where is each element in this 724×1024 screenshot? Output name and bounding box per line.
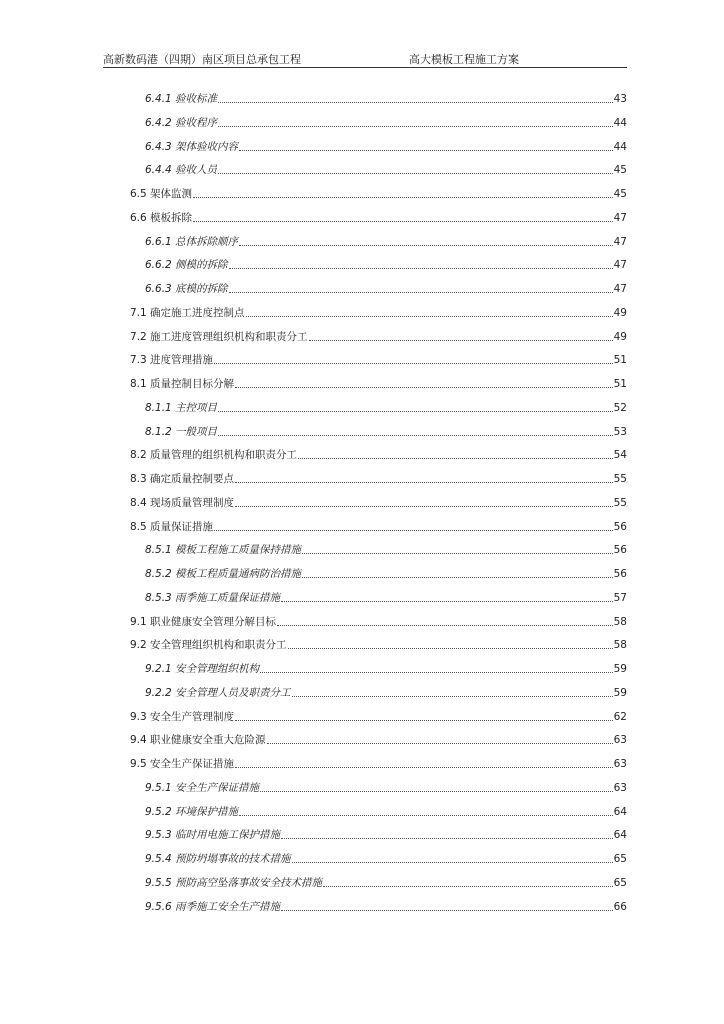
toc-entry-page-number: 54 [613,449,627,462]
toc-entry-title: 6.6.3 底模的拆除 [145,283,228,295]
toc-entry[interactable] [145,565,627,581]
toc-entry[interactable] [145,138,627,154]
toc-entry-title: 9.5.3 临时用电施工保护措施 [145,829,281,842]
toc-dot-leader [288,648,613,649]
toc-entry-page-number: 45 [613,188,627,200]
toc-entry[interactable] [130,328,627,344]
toc-entry[interactable] [145,423,627,439]
toc-entry[interactable] [145,684,627,700]
toc-dot-leader [239,815,613,816]
toc-dot-leader [193,221,613,222]
toc-dot-leader [267,743,613,744]
toc-dot-leader [218,126,613,127]
toc-dot-leader [235,387,613,388]
toc-dot-leader [260,672,613,673]
toc-entry[interactable] [130,185,627,201]
toc-entry-title: 7.1 确定施工进度控制点 [130,306,245,319]
toc-entry[interactable] [130,375,627,391]
toc-dot-leader [218,411,613,412]
toc-entry[interactable] [145,850,627,866]
toc-entry-page-number: 44 [613,116,627,129]
toc-entry-title: 8.5.2 模板工程质量通病防治措施 [145,568,302,580]
toc-entry-page-number: 56 [613,520,627,533]
toc-dot-leader [235,767,613,768]
toc-entry-page-number: 51 [613,354,627,367]
toc-dot-leader [302,577,613,578]
toc-dot-leader [281,838,613,839]
toc-entry[interactable] [130,304,627,320]
toc-entry[interactable] [130,470,627,486]
toc-entry-title: 7.3 进度管理措施 [130,354,214,367]
toc-entry-title: 9.5.1 安全生产保证措施 [145,781,260,794]
toc-entry-page-number: 65 [613,853,627,865]
toc-entry-page-number: 52 [613,401,627,414]
toc-entry-title: 9.5 安全生产保证措施 [130,758,235,770]
toc-entry[interactable] [145,161,627,177]
toc-entry-page-number: 51 [613,378,627,390]
toc-dot-leader [235,720,613,721]
toc-entry-page-number: 47 [613,259,627,272]
toc-entry-page-number: 47 [613,283,627,295]
toc-entry-title: 8.5.1 模板工程施工质量保持措施 [145,544,302,557]
toc-dot-leader [246,316,613,317]
toc-entry-page-number: 49 [613,330,627,343]
toc-dot-leader [292,696,613,697]
toc-entry-title: 8.4 现场质量管理制度 [130,496,235,509]
toc-dot-leader [323,886,613,887]
header-rule [103,67,627,68]
toc-dot-leader [218,102,613,103]
toc-entry-title: 8.2 质量管理的组织机构和职责分工 [130,449,298,462]
toc-entry[interactable] [145,589,627,605]
toc-entry[interactable] [145,874,627,890]
header-document-title: 高大模板工程施工方案 [409,53,519,66]
toc-dot-leader [218,435,613,436]
toc-entry-page-number: 56 [613,568,627,580]
toc-entry-title: 8.5.3 雨季施工质量保证措施 [145,591,281,604]
toc-entry-page-number: 63 [613,758,627,770]
toc-entry-page-number: 62 [613,710,627,723]
toc-entry[interactable] [130,209,627,225]
toc-entry-page-number: 66 [613,900,627,913]
toc-entry-title: 9.3 安全生产管理制度 [130,710,235,723]
toc-entry-title: 9.4 职业健康安全重大危险源 [130,734,266,747]
toc-entry-title: 6.6.2 侧模的拆除 [145,259,228,272]
toc-entry[interactable] [145,233,627,249]
toc-dot-leader [309,340,613,341]
toc-entry-title: 6.6 模板拆除 [130,211,193,224]
toc-dot-leader [229,268,613,269]
toc-entry-title: 6.5 架体监测 [130,188,193,200]
toc-entry-title: 6.6.1 总体拆除顺序 [145,235,239,248]
toc-entry[interactable] [145,399,627,415]
toc-entry-page-number: 65 [613,876,627,889]
toc-entry[interactable] [130,755,627,771]
toc-entry[interactable] [130,351,627,367]
toc-entry[interactable] [145,660,627,676]
toc-dot-leader [239,245,613,246]
toc-entry-title: 6.4.3 架体验收内容 [145,140,239,153]
toc-entry[interactable] [145,114,627,130]
toc-entry-page-number: 47 [613,235,627,248]
toc-entry-page-number: 58 [613,615,627,628]
toc-entry-title: 9.1 职业健康安全管理分解目标 [130,615,277,628]
toc-dot-leader [214,530,613,531]
toc-entry[interactable] [145,898,627,914]
toc-entry[interactable] [130,636,627,652]
toc-dot-leader [239,150,613,151]
toc-entry-page-number: 43 [613,93,627,105]
toc-dot-leader [277,625,613,626]
toc-entry-page-number: 55 [613,496,627,509]
toc-entry-page-number: 59 [613,686,627,699]
toc-entry-page-number: 64 [613,805,627,818]
toc-entry-title: 9.5.6 雨季施工安全生产措施 [145,900,281,913]
toc-entry-title: 9.5.2 环境保护措施 [145,805,239,818]
toc-entry-page-number: 44 [613,140,627,153]
toc-entry-title: 9.5.5 预防高空坠落事故安全技术措施 [145,876,323,889]
toc-dot-leader [235,482,613,483]
toc-entry-page-number: 63 [613,734,627,747]
toc-entry-title: 8.5 质量保证措施 [130,520,214,533]
toc-entry[interactable] [130,446,627,462]
toc-entry-title: 8.1.1 主控项目 [145,401,218,414]
toc-dot-leader [235,506,613,507]
toc-entry-title: 9.5.4 预防坍塌事故的技术措施 [145,853,291,865]
toc-entry-page-number: 47 [613,211,627,224]
toc-entry[interactable] [130,731,627,747]
header-project-name: 高新数码港（四期）南区项目总承包工程 [103,53,301,66]
toc-entry-title: 8.3 确定质量控制要点 [130,473,235,485]
toc-dot-leader [260,791,613,792]
toc-entry[interactable] [130,494,627,510]
toc-dot-leader [298,458,613,459]
toc-dot-leader [214,363,613,364]
toc-entry-page-number: 64 [613,829,627,842]
toc-entry-title: 7.2 施工进度管理组织机构和职责分工 [130,330,308,343]
toc-entry-page-number: 63 [613,781,627,794]
toc-entry-title: 9.2 安全管理组织机构和职责分工 [130,639,287,652]
toc-entry-page-number: 58 [613,639,627,652]
toc-entry-page-number: 49 [613,306,627,319]
toc-dot-leader [302,553,613,554]
toc-entry-title: 6.4.1 验收标准 [145,93,218,105]
toc-entry-page-number: 55 [613,473,627,485]
toc-entry[interactable] [145,779,627,795]
toc-dot-leader [229,292,613,293]
page-header [103,53,627,68]
toc-entry[interactable] [130,518,627,534]
toc-entry-title: 6.4.4 验收人员 [145,164,218,177]
toc-entry-page-number: 57 [613,591,627,604]
toc-entry[interactable] [145,826,627,842]
toc-entry-page-number: 53 [613,425,627,438]
toc-entry-title: 9.2.1 安全管理组织机构 [145,663,260,675]
toc-entry-title: 6.4.2 验收程序 [145,116,218,129]
toc-entry-page-number: 56 [613,544,627,557]
toc-dot-leader [218,173,613,174]
toc-entry[interactable] [145,90,627,106]
toc-entry-title: 9.2.2 安全管理人员及职责分工 [145,686,291,699]
toc-entry[interactable] [130,613,627,629]
toc-dot-leader [281,601,613,602]
toc-entry-title: 8.1 质量控制目标分解 [130,378,235,390]
toc-dot-leader [292,862,613,863]
toc-entry[interactable] [130,708,627,724]
toc-entry-title: 8.1.2 一般项目 [145,425,218,438]
toc-entry[interactable] [145,280,627,296]
toc-entry[interactable] [145,803,627,819]
toc-dot-leader [281,910,613,911]
toc-dot-leader [193,197,613,198]
toc-entry-page-number: 59 [613,663,627,675]
toc-entry-page-number: 45 [613,164,627,177]
toc-entry[interactable] [145,541,627,557]
toc-entry[interactable] [145,256,627,272]
